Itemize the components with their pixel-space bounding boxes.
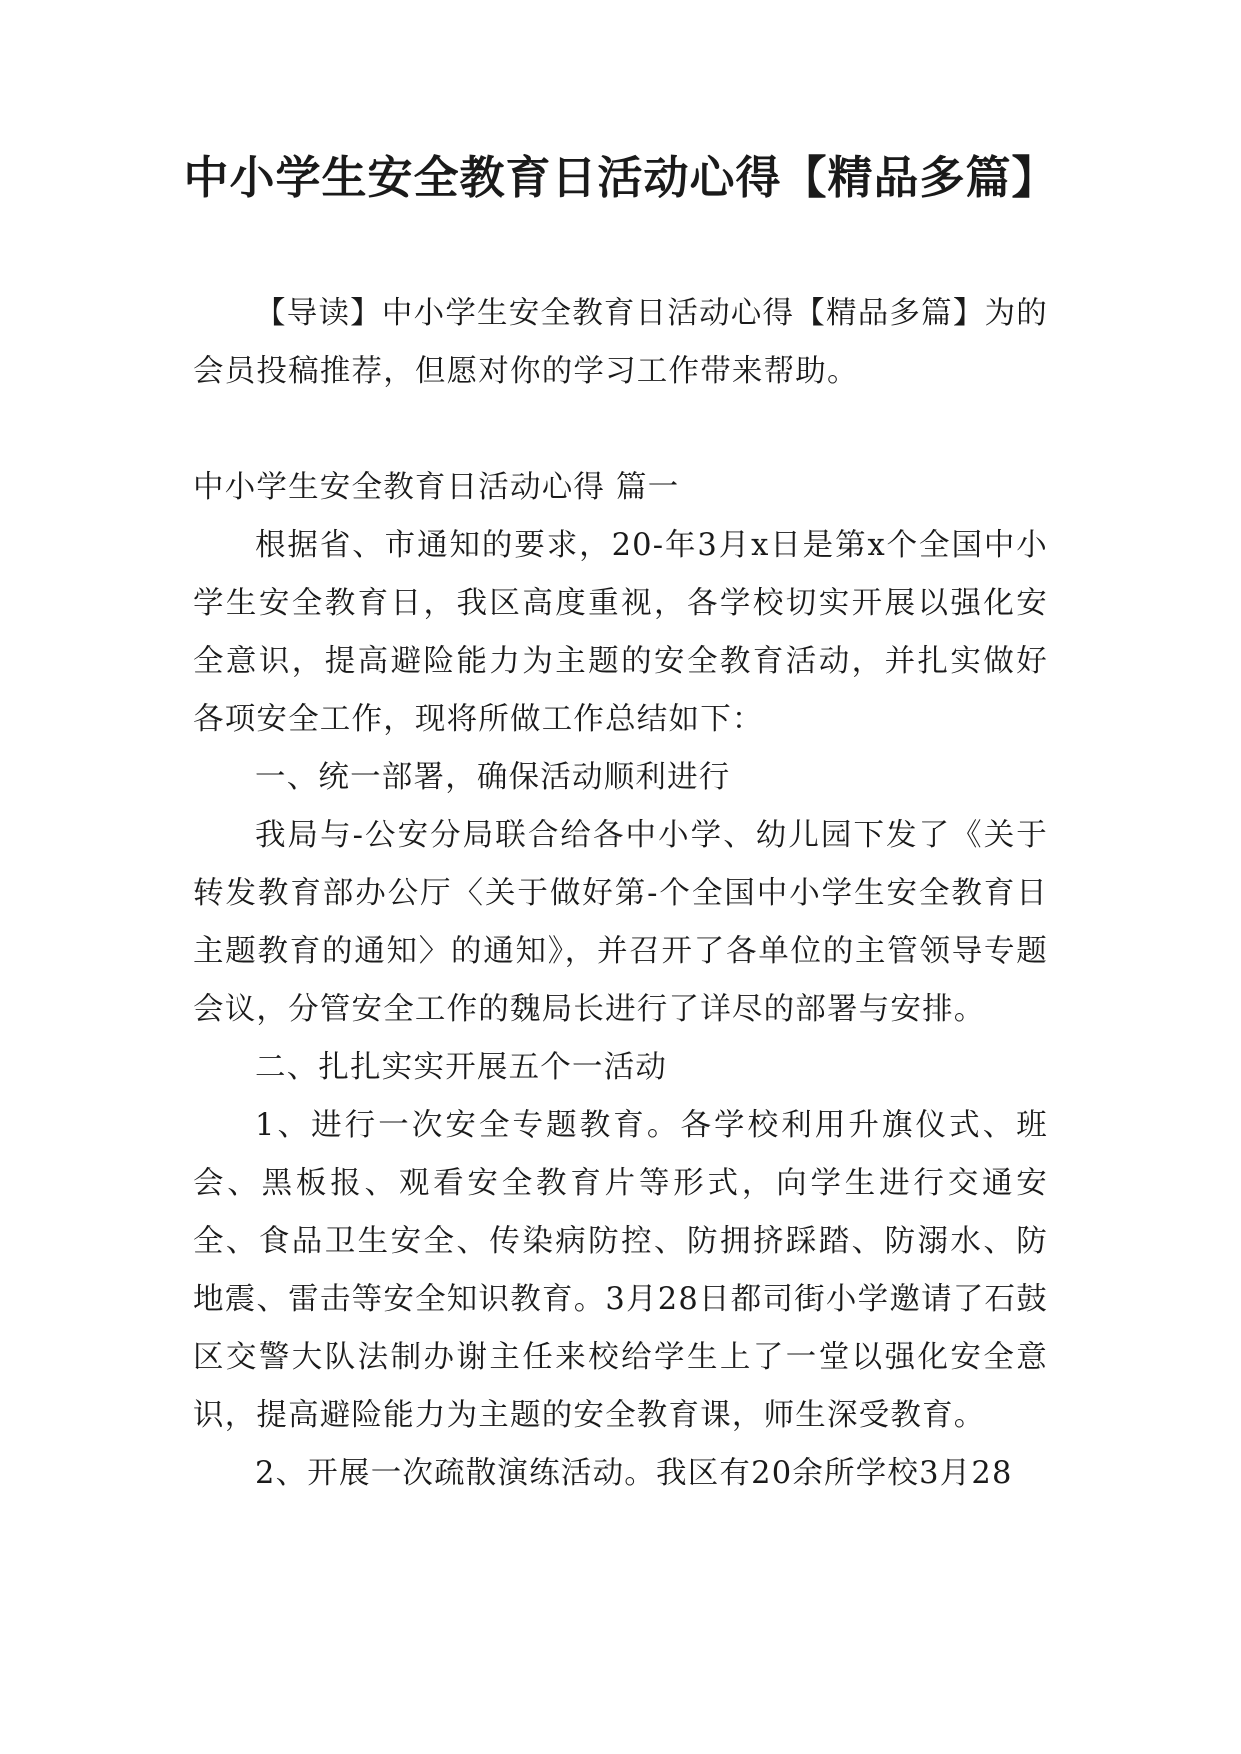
paragraph-activity-2: 2、开展一次疏散演练活动。我区有20余所学校3月28 bbox=[255, 1456, 1013, 1491]
paragraph-intro: 根据省、市通知的要求，20-年3月x日是第x个全国中小学生安全教育日，我区高度重视，各学校切实开展以强化安全意识，提高避险能力为主题的安全教育活动，并扎实做好各项安全工作，现将所做工作总结如下： bbox=[193, 528, 1048, 737]
lead-block bbox=[193, 285, 1048, 401]
paragraph-deployment: 我局与-公安分局联合给各中小学、幼儿园下发了《关于转发教育部办公厅〈关于做好第-个全国中小学生安全教育日主题教育的通知〉的通知》，并召开了各单位的主管领导专题会议，分管安全工作的魏局长进行了详尽的部署与安排。 bbox=[193, 818, 1048, 1027]
subheading-deployment: 一、统一部署，确保活动顺利进行 bbox=[255, 760, 731, 795]
section-heading: 中小学生安全教育日活动心得 篇一 bbox=[193, 470, 680, 505]
section-one bbox=[193, 459, 1048, 1503]
lead-paragraph: 【导读】中小学生安全教育日活动心得【精品多篇】为的会员投稿推荐，但愿对你的学习工作带来帮助。 bbox=[193, 296, 1048, 389]
paragraph-activity-1: 1、进行一次安全专题教育。各学校利用升旗仪式、班会、黑板报、观看安全教育片等形式，向学生进行交通安全、食品卫生安全、传染病防控、防拥挤踩踏、防溺水、防地震、雷击等安全知识教育。3月28日都司街小学邀请了石鼓区交警大队法制办谢主任来校给学生上了一堂以强化安全意识，提高避险能力为主题的安全教育课，师生深受教育。 bbox=[193, 1108, 1048, 1433]
subheading-activities: 二、扎扎实实开展五个一活动 bbox=[255, 1050, 668, 1085]
document-title: 中小学生安全教育日活动心得【精品多篇】 bbox=[183, 151, 1058, 204]
